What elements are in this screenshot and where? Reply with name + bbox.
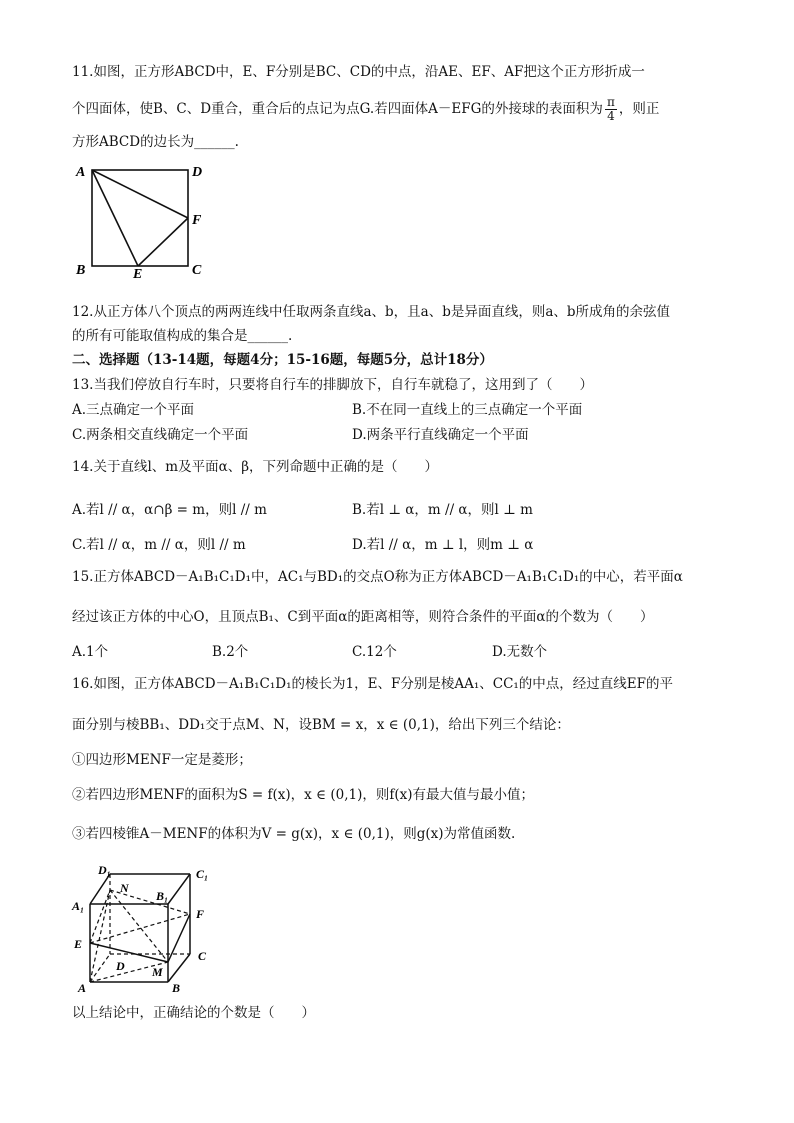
q15-option-d: D.无数个: [492, 644, 548, 660]
q16-label-A1: A₁: [72, 899, 85, 913]
q11-label-A: A: [76, 165, 86, 180]
q16-conclusion-3: ③若四棱锥A－MENF的体积为V = g(x)，x ∈ (0,1)，则g(x)为常值函数.: [72, 826, 516, 842]
q11-line2b: ，则正: [618, 101, 660, 117]
q11-figure: [70, 158, 210, 278]
q16-conclusion-1: ①四边形MENF一定是菱形；: [72, 752, 252, 768]
q16-figure: [68, 862, 228, 998]
q16-label-M: M: [152, 965, 163, 979]
q15-line1: 15.正方体ABCD－A₁B₁C₁D₁中，AC₁与BD₁的交点O称为正方体ABCD－A₁B₁C₁D₁的中心，若平面α: [72, 569, 683, 585]
q13-option-b: B.不在同一直线上的三点确定一个平面: [352, 402, 583, 418]
q11-line-EF: [138, 218, 188, 266]
q11-square: [92, 170, 188, 266]
q16-label-B: B: [172, 981, 181, 995]
q13-option-a: A.三点确定一个平面: [72, 402, 195, 418]
q16-end: 以上结论中，正确结论的个数是（ ）: [72, 1005, 315, 1021]
q14-option-a: A.若l // α，α∩β = m，则l // m: [72, 502, 267, 518]
q11-label-E: E: [133, 267, 143, 278]
q14-option-d: D.若l // α，m ⊥ l，则m ⊥ α: [352, 537, 534, 553]
q11-frac-num: π: [606, 95, 615, 109]
q16-label-C: C: [198, 949, 207, 963]
q13-option-c: C.两条相交直线确定一个平面: [72, 427, 249, 443]
q11-line2: [72, 96, 659, 123]
q15-option-b: B.2个: [212, 644, 249, 660]
q16-line2: 面分别与棱BB₁、DD₁交于点M、N，设BM = x，x ∈ (0,1)，给出下列三个结论：: [72, 717, 570, 733]
q16-label-D1: D₁: [98, 863, 111, 877]
q11-label-D: D: [192, 165, 203, 180]
q11-label-B: B: [76, 263, 86, 278]
q16-label-B1: B₁: [156, 889, 169, 903]
q16-label-F: F: [196, 907, 205, 921]
q16-label-D: D: [116, 959, 125, 973]
q14-option-c: C.若l // α，m // α，则l // m: [72, 537, 246, 553]
q12-line2: 的所有可能取值构成的集合是______.: [72, 328, 293, 344]
q11-frac-den: 4: [607, 109, 615, 123]
q11-line-AF: [92, 170, 188, 218]
q16-conclusion-2: ②若四边形MENF的面积为S = f(x)，x ∈ (0,1)，则f(x)有最大值与最小值；: [72, 787, 534, 803]
q14-option-b: B.若l ⊥ α，m // α，则l ⊥ m: [352, 502, 533, 518]
q13-stem: 13.当我们停放自行车时，只要将自行车的排脚放下，自行车就稳了，这用到了（ ）: [72, 377, 593, 393]
q15-option-c: C.12个: [352, 644, 397, 660]
q16-label-N: N: [120, 881, 129, 895]
q16-line1: 16.如图，正方体ABCD－A₁B₁C₁D₁的棱长为1，E、F分别是棱AA₁、CC₁的中点，经过直线EF的平: [72, 676, 674, 692]
q11-label-F: F: [192, 213, 202, 228]
q15-line2: 经过该正方体的中心O，且顶点B₁、C到平面α的距离相等，则符合条件的平面α的个数为（ ）: [72, 609, 654, 625]
q11-line2a: 个四面体，使B、C、D重合，重合后的点记为点G.若四面体A－EFG的外接球的表面积为: [72, 101, 603, 117]
q11-line3: 方形ABCD的边长为______.: [72, 134, 239, 150]
q14-stem: 14.关于直线l、m及平面α、β，下列命题中正确的是（ ）: [72, 459, 439, 475]
q12-line1: 12.从正方体八个顶点的两两连线中任取两条直线a、b，且a、b是异面直线，则a、b所成角的余弦值: [72, 304, 671, 320]
q13-option-d: D.两条平行直线确定一个平面: [352, 427, 529, 443]
q11-line1: 11.如图，正方形ABCD中，E、F分别是BC、CD的中点，沿AE、EF、AF把这个正方形折成一: [72, 64, 645, 80]
q11-fraction: [605, 96, 617, 123]
q16-label-A: A: [78, 981, 87, 995]
q11-line-AE: [92, 170, 138, 266]
q16-label-E: E: [74, 937, 83, 951]
q11-label-C: C: [192, 263, 202, 278]
q15-option-a: A.1个: [72, 644, 109, 660]
section2-heading: 二、选择题（13-14题，每题4分；15-16题，每题5分，总计18分）: [72, 352, 493, 368]
q16-label-C1: C₁: [196, 867, 209, 881]
